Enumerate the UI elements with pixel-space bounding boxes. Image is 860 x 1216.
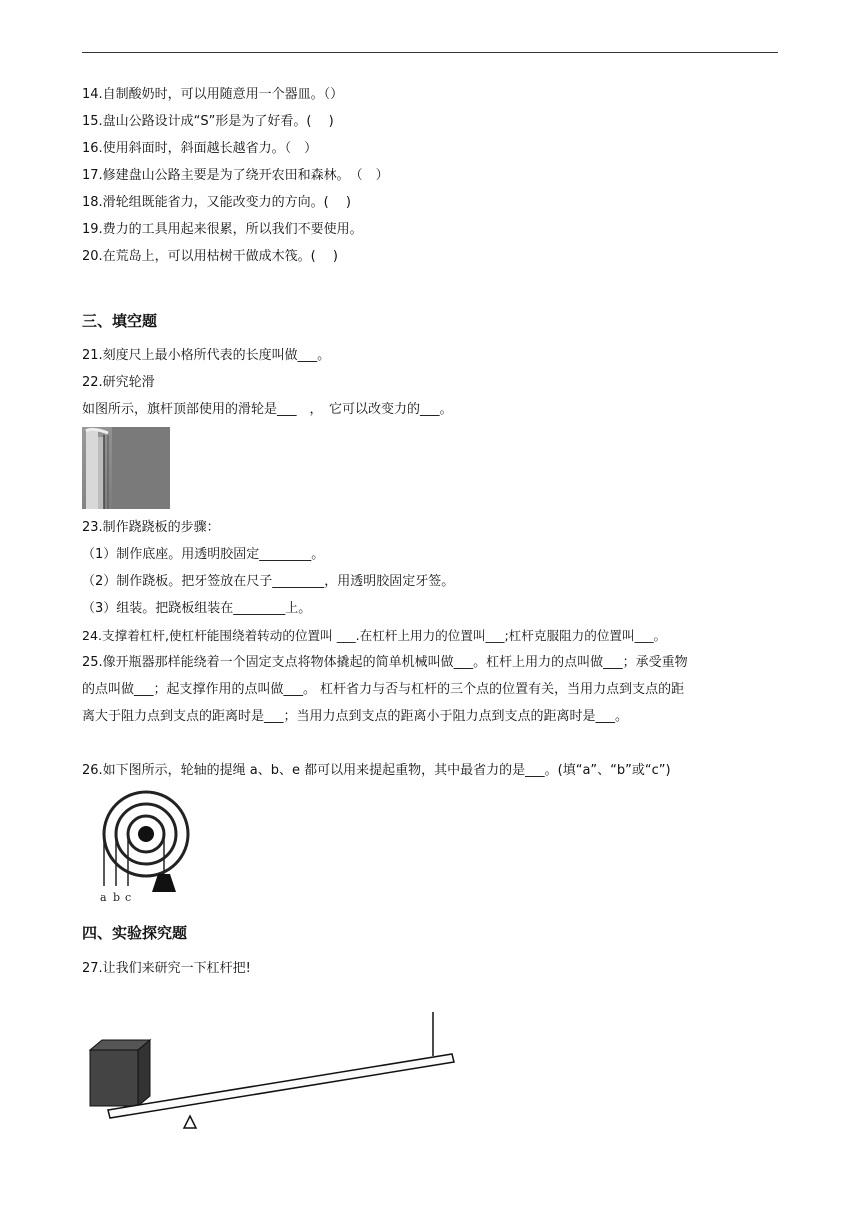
question-26: 26.如下图所示，轮轴的提绳 a、b、e 都可以用来提起重物，其中最省力的是___。(填“a”、“b”或“c”)	[82, 763, 671, 778]
question-21: 21.刻度尺上最小格所代表的长度叫做___。	[82, 348, 331, 363]
header-rule	[82, 52, 778, 53]
question-23-step2: （2）制作跷板。把牙签放在尺子________，用透明胶固定牙签。	[82, 574, 455, 589]
question-16: 16.使用斜面时，斜面越长越省力。（ ）	[82, 141, 318, 156]
question-25-line1: 25.像开瓶器那样能绕着一个固定支点将物体撬起的简单机械叫做___。杠杆上用力的点叫做___；承受重物	[82, 655, 688, 670]
question-27: 27.让我们来研究一下杠杆把!	[82, 961, 251, 976]
question-24: 24.支撑着杠杆,使杠杆能围绕着转动的位置叫 ___.在杠杆上用力的位置叫___;杠杆克服阻力的位置叫___。	[82, 628, 667, 643]
rope-label-a: a	[100, 891, 107, 904]
question-14: 14.自制酸奶时，可以用随意用一个器皿。（）	[82, 87, 344, 102]
question-22: 22.研究轮滑	[82, 375, 155, 390]
wheel-axle-figure	[88, 788, 198, 904]
question-20: 20.在荒岛上，可以用枯树干做成木筏。( )	[82, 249, 338, 264]
lever-figure	[80, 1010, 460, 1134]
question-15: 15.盘山公路设计成“S”形是为了好看。( )	[82, 114, 334, 129]
rope-label-c: c	[125, 891, 132, 904]
question-23: 23.制作跷跷板的步骤：	[82, 520, 220, 535]
flagpole-pulley-photo	[82, 427, 170, 509]
question-18: 18.滑轮组既能省力，又能改变力的方向。( )	[82, 195, 351, 210]
question-19: 19.费力的工具用起来很累，所以我们不要使用。	[82, 222, 363, 237]
section3-title: 三、填空题	[82, 312, 158, 330]
question-17: 17.修建盘山公路主要是为了绕开农田和森林。 （ ）	[82, 168, 389, 183]
question-22-text: 如图所示，旗杆顶部使用的滑轮是___ ， 它可以改变力的___。	[82, 402, 453, 417]
section4-title: 四、实验探究题	[82, 924, 188, 942]
question-23-step3: （3）组装。把跷板组装在________上。	[82, 601, 312, 616]
question-25-line3: 离大于阻力点到支点的距离时是___；当用力点到支点的距离小于阻力点到支点的距离时是___。	[82, 709, 629, 724]
question-23-step1: （1）制作底座。用透明胶固定________。	[82, 547, 325, 562]
question-25-line2: 的点叫做___；起支撑作用的点叫做___。 杠杆省力与否与杠杆的三个点的位置有关，当用力点到支点的距	[82, 682, 685, 697]
rope-label-b: b	[113, 891, 121, 904]
